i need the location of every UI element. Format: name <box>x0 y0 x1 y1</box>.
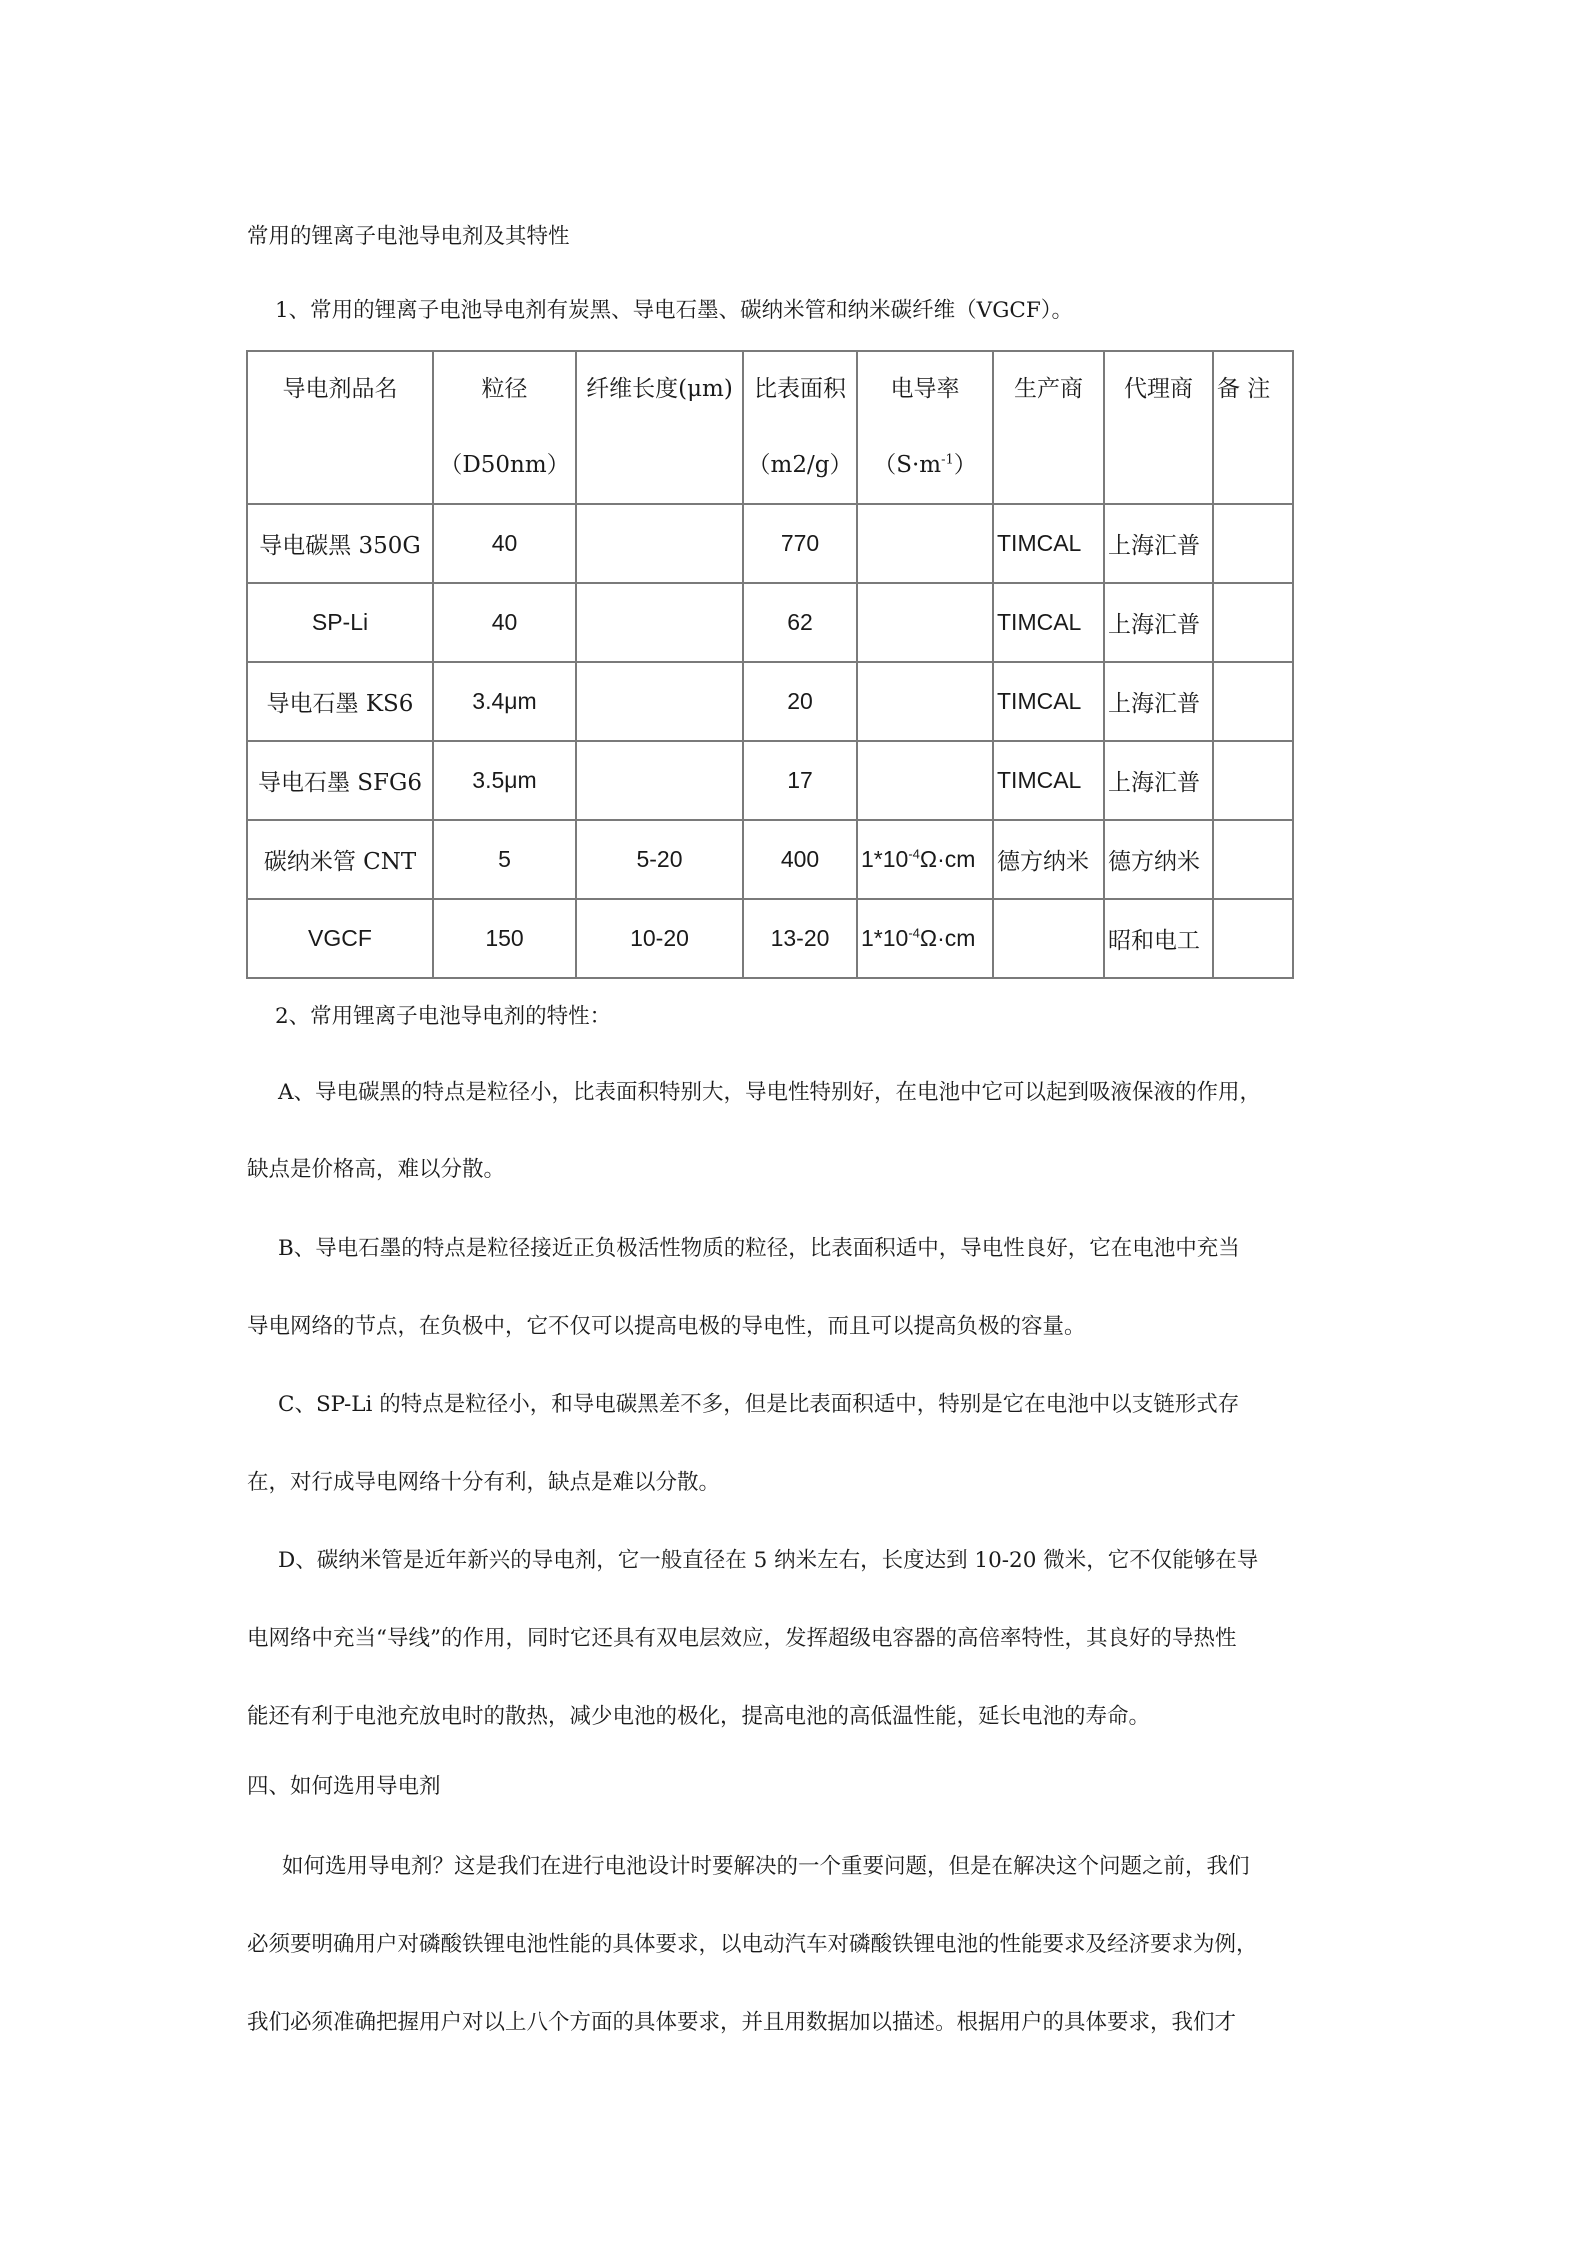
cell-agent: 上海汇普 <box>1104 583 1213 662</box>
paragraph-e-line: 必须要明确用户对磷酸铁锂电池性能的具体要求，以电动汽车对磷酸铁锂电池的性能要求及经济要求为例， <box>247 1932 1258 1957</box>
cell-surface-area: 17 <box>743 741 857 820</box>
paragraph-a-line: A、导电碳黑的特点是粒径小，比表面积特别大，导电性特别好，在电池中它可以起到吸液保液的作用， <box>278 1080 1262 1105</box>
table-row <box>247 662 1293 741</box>
cell-manufacturer: TIMCAL <box>993 662 1104 741</box>
cell-conductivity <box>857 662 993 741</box>
cell-manufacturer <box>993 899 1104 978</box>
paragraph-b-line: B、导电石墨的特点是粒径接近正负极活性物质的粒径，比表面积适中，导电性良好，它在电池中充当 <box>278 1236 1240 1261</box>
cell-size: 40 <box>433 583 576 662</box>
cell-agent: 上海汇普 <box>1104 741 1213 820</box>
cell-fiber-length: 10-20 <box>576 899 743 978</box>
paragraph-e-line: 我们必须准确把握用户对以上八个方面的具体要求，并且用数据加以描述。根据用户的具体要求，我们才 <box>247 2010 1237 2035</box>
cell-manufacturer: TIMCAL <box>993 583 1104 662</box>
cell-agent: 德方纳米 <box>1104 820 1213 899</box>
paragraph-b-line: 导电网络的节点，在负极中，它不仅可以提高电极的导电性，而且可以提高负极的容量。 <box>247 1314 1086 1339</box>
paragraph-a-line: 缺点是价格高，难以分散。 <box>247 1157 506 1182</box>
intro-paragraph: 1、常用的锂离子电池导电剂有炭黑、导电石墨、碳纳米管和纳米碳纤维（VGCF）。 <box>275 298 1074 323</box>
cell-surface-area: 13-20 <box>743 899 857 978</box>
table-row <box>247 820 1293 899</box>
cell-size: 150 <box>433 899 576 978</box>
table-row <box>247 741 1293 820</box>
cell-agent: 上海汇普 <box>1104 504 1213 583</box>
cell-fiber-length <box>576 504 743 583</box>
cell-name: SP-Li <box>247 583 433 662</box>
cell-conductivity <box>857 504 993 583</box>
cell-fiber-length <box>576 741 743 820</box>
cell-remarks <box>1213 583 1293 662</box>
table-header-row <box>247 351 1293 504</box>
cell-manufacturer: TIMCAL <box>993 741 1104 820</box>
document-title: 常用的锂离子电池导电剂及其特性 <box>247 224 570 249</box>
cell-fiber-length: 5-20 <box>576 820 743 899</box>
conductive-agent-table <box>246 350 1294 979</box>
cell-conductivity <box>857 741 993 820</box>
cell-manufacturer: 德方纳米 <box>993 820 1104 899</box>
paragraph-d-line: D、碳纳米管是近年新兴的导电剂，它一般直径在 5 纳米左右，长度达到 10-20 微米，它不仅能够在导 <box>278 1548 1259 1573</box>
cell-conductivity <box>857 583 993 662</box>
cell-agent: 上海汇普 <box>1104 662 1213 741</box>
table-row <box>247 899 1293 978</box>
paragraph-d-line: 能还有利于电池充放电时的散热，减少电池的极化，提高电池的高低温性能，延长电池的寿命。 <box>247 1704 1151 1729</box>
cell-fiber-length <box>576 583 743 662</box>
cell-fiber-length <box>576 662 743 741</box>
header-cell-agent: 代理商 <box>1104 351 1213 504</box>
cell-remarks <box>1213 899 1293 978</box>
section-4-heading: 四、如何选用导电剂 <box>247 1774 441 1799</box>
table-row <box>247 583 1293 662</box>
cell-size: 3.5μm <box>433 741 576 820</box>
cell-remarks <box>1213 741 1293 820</box>
header-cell-remarks: 备 注 <box>1213 351 1293 504</box>
header-cell-surface-area: 比表面积 （m2/g） <box>743 351 857 504</box>
cell-surface-area: 400 <box>743 820 857 899</box>
header-cell-conductivity: 电导率 $(S\cdot m^{-1})$ <box>857 351 993 504</box>
table-row <box>247 504 1293 583</box>
cell-surface-area: 62 <box>743 583 857 662</box>
cell-remarks <box>1213 820 1293 899</box>
cell-name: 碳纳米管 CNT <box>247 820 433 899</box>
cell-name: VGCF <box>247 899 433 978</box>
cell-size: 5 <box>433 820 576 899</box>
header-cell-size: 粒径 （D50nm） <box>433 351 576 504</box>
cell-agent: 昭和电工 <box>1104 899 1213 978</box>
section-2-heading: 2、常用锂离子电池导电剂的特性： <box>275 1004 612 1029</box>
cell-size: 40 <box>433 504 576 583</box>
paragraph-e-line: 如何选用导电剂？这是我们在进行电池设计时要解决的一个重要问题，但是在解决这个问题之前，我们 <box>282 1854 1250 1879</box>
cell-manufacturer: TIMCAL <box>993 504 1104 583</box>
cell-surface-area: 770 <box>743 504 857 583</box>
paragraph-c-line: C、SP-Li 的特点是粒径小，和导电碳黑差不多，但是比表面积适中，特别是它在电池中以支链形式存 <box>278 1392 1240 1417</box>
paragraph-c-line: 在，对行成导电网络十分有利，缺点是难以分散。 <box>247 1470 721 1495</box>
cell-size: 3.4μm <box>433 662 576 741</box>
cell-name: 导电石墨 SFG6 <box>247 741 433 820</box>
cell-conductivity: $1*10^{-4}\Omega\cdot cm$ <box>857 899 993 978</box>
header-cell-name: 导电剂品名 <box>247 351 433 504</box>
header-cell-fiber-length: 纤维长度(μm) <box>576 351 743 504</box>
cell-conductivity: $1*10^{-4}\Omega\cdot cm$ <box>857 820 993 899</box>
cell-remarks <box>1213 662 1293 741</box>
cell-name: 导电石墨 KS6 <box>247 662 433 741</box>
cell-name: 导电碳黑 350G <box>247 504 433 583</box>
cell-surface-area: 20 <box>743 662 857 741</box>
header-cell-manufacturer: 生产商 <box>993 351 1104 504</box>
paragraph-d-line: 电网络中充当“导线”的作用，同时它还具有双电层效应，发挥超级电容器的高倍率特性，其良好的导热性 <box>247 1626 1237 1651</box>
cell-remarks <box>1213 504 1293 583</box>
